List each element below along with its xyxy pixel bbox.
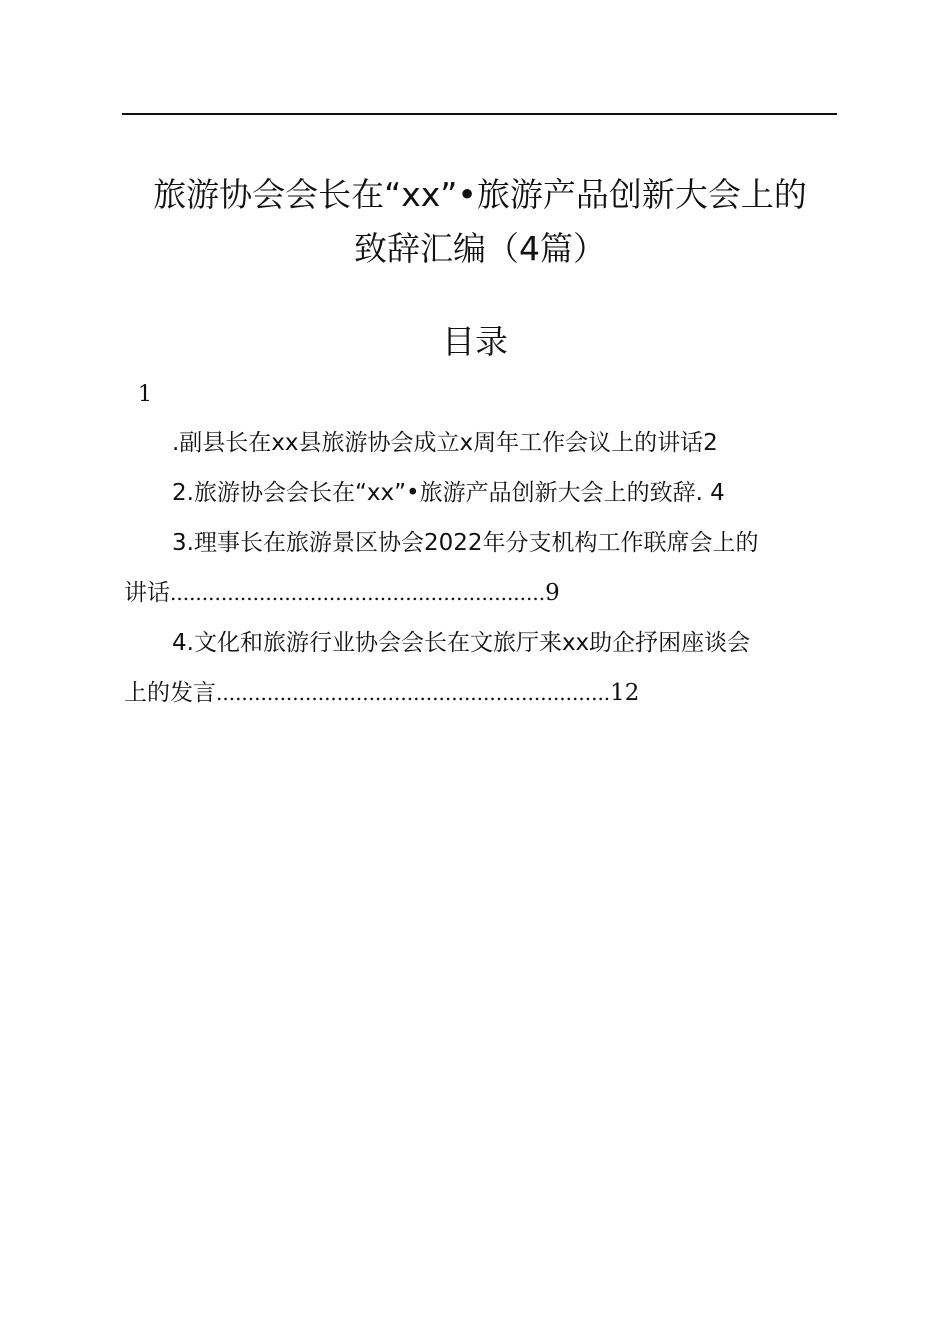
document-title	[100, 168, 860, 276]
toc-entry-3-leader: ...........................................................	[170, 581, 546, 605]
toc-entry-3-page: 9	[545, 580, 560, 606]
document-title-line-2: 致辞汇编（4篇）	[354, 229, 606, 268]
toc-heading: 目录	[442, 322, 508, 361]
toc-entry-3-label: 讲话	[124, 580, 170, 606]
toc-entry-4-page: 12	[610, 680, 640, 706]
page-marker: 1	[138, 382, 152, 407]
toc-entry-4-line-2[interactable]	[124, 676, 639, 710]
toc-entry-3-line-2[interactable]	[124, 576, 560, 610]
toc-entry-2[interactable]: 2.旅游协会会长在“xx”•旅游产品创新大会上的致辞. 4	[172, 480, 725, 506]
header-rule	[122, 113, 837, 115]
toc-entry-4-line-1[interactable]: 4.文化和旅游行业协会会长在文旅厅来xx助企抒困座谈会	[172, 630, 751, 656]
document-title-line-1: 旅游协会会长在“xx”•旅游产品创新大会上的	[153, 175, 807, 214]
toc-entry-4-leader: ..............................................................	[216, 681, 611, 705]
toc-entry-4-label: 上的发言	[124, 680, 216, 706]
toc-entry-1[interactable]: .副县长在xx县旅游协会成立x周年工作会议上的讲话2	[172, 430, 718, 456]
toc-entry-3-line-1[interactable]: 3.理事长在旅游景区协会2022年分支机构工作联席会上的	[172, 530, 759, 556]
